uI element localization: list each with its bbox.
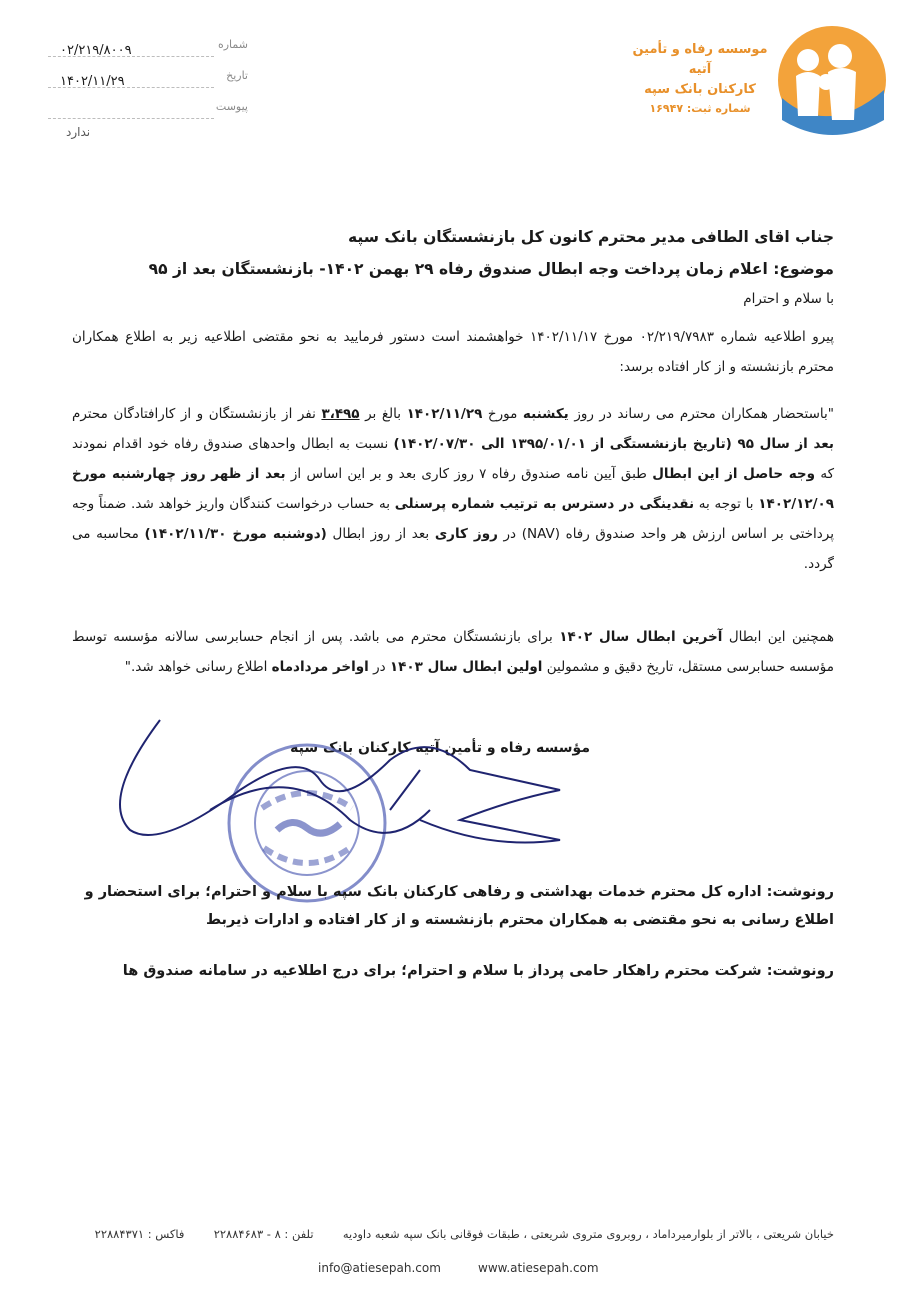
p3-text-4: اطلاع رسانی خواهد شد." — [124, 659, 268, 675]
p3-text-2: برای بازنشستگان محترم می باشد. پس از انجام حسابرسی سالانه مؤسسه توسط مؤسسه حسابرسی مستقل، تاریخ دقیق و مشمولین — [72, 629, 834, 675]
meta-date-row — [48, 69, 248, 100]
addressee: جناب اقای الطافی مدیر محترم کانون کل بازنشستگان بانک سپه — [347, 228, 834, 246]
meta-number-row — [48, 38, 248, 69]
attachment-line — [48, 118, 214, 119]
p2-day: یکشنبه — [522, 406, 569, 422]
p3-text-1: همچنین این ابطال — [728, 629, 835, 645]
closing-paragraph — [72, 622, 834, 682]
p2-working-day: روز کاری — [434, 526, 498, 542]
number-label: شماره — [217, 38, 248, 51]
p2-payment-date: بعد از ظهر روز چهارشنبه مورخ ۱۴۰۲/۱۲/۰۹ — [72, 466, 835, 512]
p2-text-4: نفر از بازنشستگان و از کارافتادگان محترم — [72, 406, 316, 422]
p2-retirement-range: بعد از سال ۹۵ (تاریخ بازنشستگی از ۱۳۹۵/۰۱/۰۱ الی ۱۴۰۲/۰۷/۳۰) — [393, 436, 834, 452]
number-value: ۰۲/۲۱۹/۸۰۰۹ — [60, 43, 132, 58]
signature-icon — [90, 700, 650, 870]
date-value: ۱۴۰۲/۱۱/۲۹ — [60, 74, 125, 89]
footer-address: خیابان شریعتی ، بالاتر از بلوارمیرداماد ، روبروی متروی شریعتی ، طبقات فوقانی بانک سپه شعبه داودیه — [342, 1227, 834, 1241]
cc-line-2: رونوشت: شرکت محترم راهکار حامی پرداز با سلام و احترام؛ برای درج اطلاعیه در سامانه صندوق ها — [122, 963, 834, 979]
greeting: با سلام و احترام — [743, 291, 834, 307]
p2-text-2: مورخ — [487, 406, 518, 422]
org-registration: شماره ثبت: ۱۶۹۴۷ — [649, 102, 751, 115]
attachment-label: پیوست — [215, 100, 248, 113]
p3-last-redemption: آخرین ابطال سال ۱۴۰۲ — [559, 629, 723, 645]
p3-late-mordad: اواخر مردادماه — [271, 659, 369, 675]
p2-text-6: طبق آیین نامه صندوق رفاه ۷ روز کاری بعد و بر این اساس از — [290, 466, 647, 482]
p2-text-7: با توجه به — [698, 496, 754, 512]
signatory: مؤسسه رفاه و تأمین آتیه کارکنان بانک سپه — [290, 740, 590, 756]
announcement-paragraph — [72, 399, 834, 579]
cc-line-1: رونوشت: اداره کل محترم خدمات بهداشتی و رفاهی کارکنان بانک سپه با سلام و احترام؛ برای استحضار و اطلاع رسانی به نحو مقتضی به همکاران محترم بازنشسته و از کار افتاده و ادارات ذیربط — [84, 884, 834, 928]
p2-date: ۱۴۰۲/۱۱/۲۹ — [406, 406, 483, 422]
org-name-block — [630, 40, 770, 118]
p2-text-3: بالغ بر — [365, 406, 402, 422]
p2-text-5: نسبت به ابطال واحدهای صندوق رفاه خود اقدام نمودند که — [72, 436, 835, 482]
p2-text-9: بعد از روز ابطال — [332, 526, 430, 542]
footer-email[interactable]: info@atiesepah.com — [318, 1261, 441, 1275]
p2-nav-date: (دوشنبه مورخ ۱۴۰۲/۱۱/۳۰) — [144, 526, 327, 542]
p2-text-8: به حساب درخواست کنندگان واریز خواهد شد. ضمناً وجه پرداختی بر اساس ارزش هر واحد صندوق رفاه (NAV) در — [72, 496, 834, 542]
org-name-line2: کارکنان بانک سپه — [644, 82, 756, 97]
intro-paragraph: پیرو اطلاعیه شماره ۰۲/۲۱۹/۷۹۸۳ مورخ ۱۴۰۲/۱۱/۱۷ خواهشمند است دستور فرمایید به نحو مقتضی اطلاعیه زیر به اطلاع همکاران محترم بازنشسته و از کار افتاده برسد: — [72, 329, 834, 375]
p2-text-1: "باستحضار همکاران محترم می رساند در روز — [574, 406, 834, 422]
org-name-line1: موسسه رفاه و تأمین آتیه — [632, 42, 768, 77]
p2-text-10: محاسبه می گردد. — [72, 526, 834, 572]
p2-proceeds: وجه حاصل از این ابطال — [652, 466, 816, 482]
subject: موضوع: اعلام زمان پرداخت وجه ابطال صندوق رفاه ۲۹ بهمن ۱۴۰۲- بازنشستگان بعد از ۹۵ — [148, 260, 834, 278]
family-logo-icon — [768, 20, 896, 138]
footer-fax: فاکس : ۲۲۸۸۴۳۷۱ — [94, 1227, 185, 1241]
p3-text-3: در — [373, 659, 386, 675]
footer-phone: تلفن : ۸ - ۲۲۸۸۴۶۸۳ — [213, 1227, 314, 1241]
footer-website[interactable]: www.atiesepah.com — [478, 1261, 599, 1275]
footer-contact-line — [74, 1227, 834, 1241]
date-label: تاریخ — [226, 69, 248, 82]
p2-liquidity: نقدینگی در دسترس به ترتیب شماره پرسنلی — [394, 496, 695, 512]
attachment-value: ندارد — [66, 125, 91, 139]
p2-count: ۳،۴۹۵ — [321, 406, 360, 422]
letter-meta — [48, 38, 248, 131]
p3-first-redemption: اولین ابطال سال ۱۴۰۳ — [389, 659, 543, 675]
